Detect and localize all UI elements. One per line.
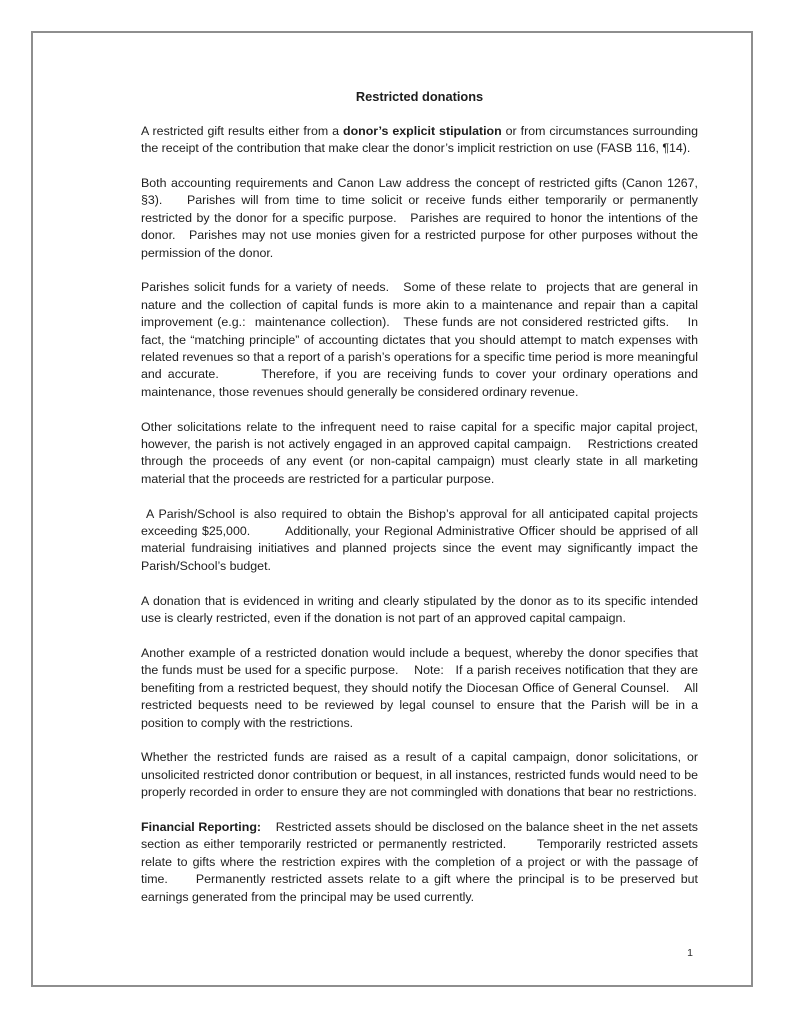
paragraph-4: Other solicitations relate to the infrequent need to raise capital for a specific major capital project, however, the parish is not actively engaged in an approved capital campaign. Restrictions created through the proceeds of any event (or non-capital campaign) must clearly state in all marketing material that the proceeds are restricted for a particular purpose.: [141, 419, 702, 486]
page-number: 1: [687, 947, 693, 959]
paragraph-7: Another example of a restricted donation would include a bequest, whereby the donor specifies that the funds must be used for a specific purpose. Note: If a parish receives notification that they are benefiting from a restricted bequest, they should notify the Diocesan Office of General Counsel. All restricted bequests need to be reviewed by legal counsel to ensure that the Parish will be in a position to comply with the restrictions.: [141, 645, 702, 730]
paragraph-6: A donation that is evidenced in writing and clearly stipulated by the donor as to its specific intended use is clearly restricted, even if the donation is not part of an approved capital campaign.: [141, 593, 702, 626]
document-title: Restricted donations: [355, 89, 484, 104]
document-content: [141, 88, 702, 923]
paragraph-2: Both accounting requirements and Canon Law address the concept of restricted gifts (Canon 1267, §3). Parishes will from time to time solicit or receive funds either temporarily or permanently restricted by the donor for a specific purpose. Parishes are required to honor the intentions of the donor. Parishes may not use monies given for a restricted purpose for other purposes without the permission of the donor.: [141, 176, 702, 260]
paragraph-3: Parishes solicit funds for a variety of needs. Some of these relate to projects that are general in nature and the collection of capital funds is more akin to a maintenance and repair than a capital improvement (e.g.: maintenance collection). These funds are not considered restricted gifts. In fact, the “matching principle” of accounting dictates that you should attempt to match expenses with related revenues so that a report of a parish’s operations for a specific time period is more meaningful and accurate. Therefore, if you are receiving funds to cover your ordinary operations and maintenance, those revenues should generally be considered ordinary revenue.: [141, 280, 702, 399]
paragraph-5: A Parish/School is also required to obtain the Bishop’s approval for all anticipated capital projects exceeding $25,000. Additionally, your Regional Administrative Officer should be apprised of all material fundraising initiatives and planned projects since the event may significantly impact the Parish/School’s budget.: [141, 506, 702, 573]
paragraph-1: A restricted gift results either from a donor’s explicit stipulation or from circumstances surrounding the receipt of the contribution that make clear the donor’s implicit restriction on use (FASB 116, ¶14).: [141, 123, 702, 156]
paragraph-9: Financial Reporting: Restricted assets should be disclosed on the balance sheet in the net assets section as either temporarily restricted or permanently restricted. Temporarily restricted assets relate to gifts where the restriction expires with the completion of a project or with the passage of time. Permanently restricted assets relate to a gift where the principal is to be preserved but earnings generated from the principal may be used currently.: [141, 819, 702, 904]
paragraph-8: Whether the restricted funds are raised as a result of a capital campaign, donor solicitations, or unsolicited restricted donor contribution or bequest, in all instances, restricted funds would need to be properly recorded in order to ensure they are not commingled with donations that bear no restrictions.: [141, 750, 702, 800]
